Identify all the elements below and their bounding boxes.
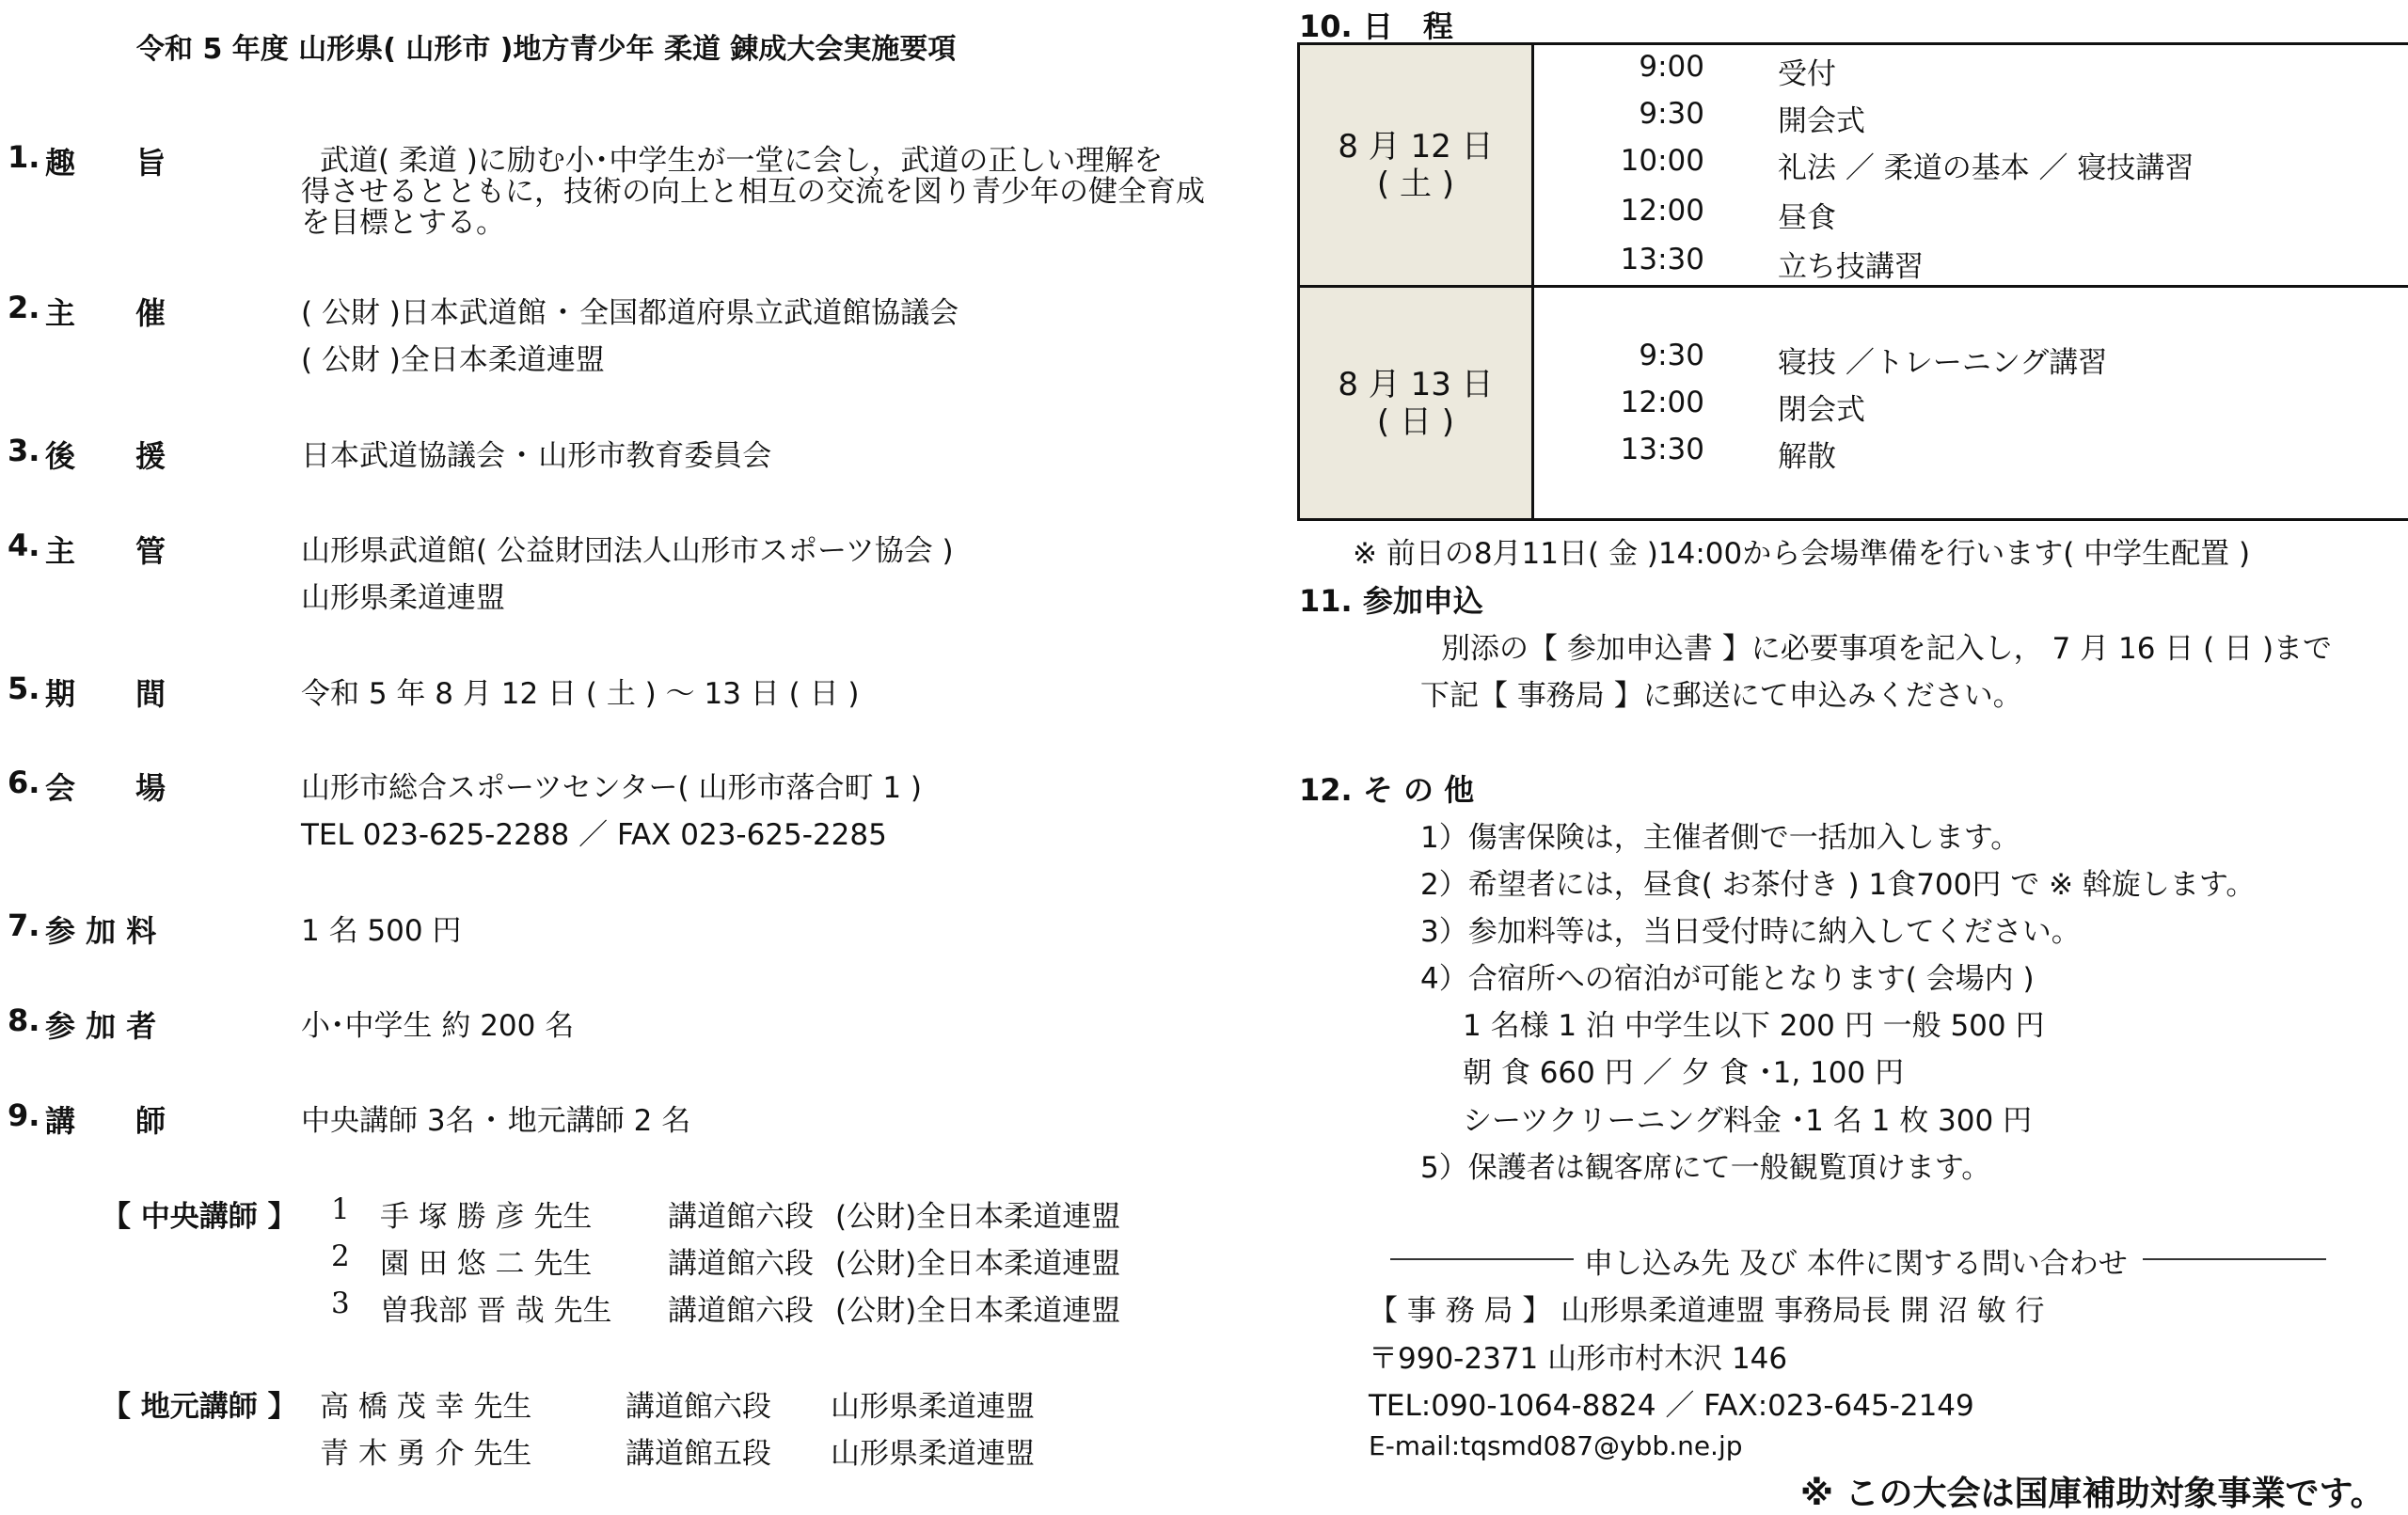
local-lecturer-2-name: 青 木 勇 介 先生 — [320, 1437, 532, 1471]
local-lecturers-heading: 【 地元講師 】 — [102, 1390, 297, 1424]
section-3-label: 後 援 — [45, 438, 166, 474]
section-2-line-2: ( 公財 )全日本柔道連盟 — [301, 343, 605, 377]
other-line-4: 4）合宿所への宿泊が可能となります( 会場内 ) — [1420, 962, 2035, 996]
central-lecturer-3-org: (公財)全日本柔道連盟 — [835, 1294, 1121, 1328]
section-1-number: 1. — [8, 139, 40, 175]
section-2-line-1: ( 公財 )日本武道館 ･ 全国都道府県立武道館協議会 — [301, 296, 959, 330]
section-6-number: 6. — [8, 765, 40, 800]
section-8-label: 参 加 者 — [45, 1008, 157, 1044]
application-heading: 11. 参加申込 — [1299, 583, 1483, 619]
schedule-day-1-item-5-time: 13:30 — [1620, 243, 1704, 276]
central-lecturer-3-rank: 講道館六段 — [668, 1294, 814, 1328]
central-lecturer-1-name: 手 塚 勝 彦 先生 — [380, 1200, 593, 1234]
other-line-2: 2）希望者には，昼食( お茶付き ) 1食700円 で ※ 斡旋します。 — [1420, 868, 2256, 902]
section-1-label: 趣 旨 — [45, 145, 166, 181]
section-4-line-2: 山形県柔道連盟 — [301, 581, 505, 615]
central-lecturer-1-no: 1 — [331, 1192, 350, 1226]
other-line-3: 3）参加料等は，当日受付時に納入してください。 — [1420, 915, 2081, 949]
contact-office: 【 事 務 局 】 山形県柔道連盟 事務局長 開 沼 敏 行 — [1369, 1294, 2045, 1328]
central-lecturer-3-name: 曽我部 晋 哉 先生 — [380, 1294, 612, 1328]
schedule-day-1-item-2-event: 開会式 — [1778, 104, 1865, 138]
schedule-day-1-item-3-event: 礼法 ／ 柔道の基本 ／ 寝技講習 — [1778, 151, 2194, 185]
section-9-line-1: 中央講師 3名 ･ 地元講師 2 名 — [301, 1104, 691, 1138]
section-5-line-1: 令和 5 年 8 月 12 日 ( 土 ) ～ 13 日 ( 日 ) — [301, 677, 860, 711]
central-lecturer-1-rank: 講道館六段 — [668, 1200, 814, 1234]
schedule-day-1-item-1-event: 受付 — [1778, 57, 1836, 91]
section-6-line-2: TEL 023-625-2288 ／ FAX 023-625-2285 — [301, 818, 887, 852]
section-5-number: 5. — [8, 671, 40, 706]
contact-email: E-mail:tqsmd087@ybb.ne.jp — [1369, 1430, 1743, 1461]
central-lecturer-2-org: (公財)全日本柔道連盟 — [835, 1247, 1121, 1281]
schedule-day-1-item-1-time: 9:00 — [1639, 50, 1704, 84]
schedule-day-2-item-1-event: 寝技 ／トレーニング講習 — [1778, 346, 2108, 380]
schedule-day-1-item-2-time: 9:30 — [1639, 97, 1704, 131]
section-6-line-1: 山形市総合スポーツセンター( 山形市落合町 1 ) — [301, 771, 922, 805]
section-7-line-1: 1 名 500 円 — [301, 914, 462, 948]
section-2-number: 2. — [8, 290, 40, 325]
local-lecturer-1-rank: 講道館六段 — [626, 1390, 771, 1424]
section-9-number: 9. — [8, 1097, 40, 1133]
schedule-day-1-date: 8 月 12 日 — [1338, 127, 1494, 166]
schedule-day-2-item-3-event: 解散 — [1778, 440, 1836, 474]
schedule-day-2-item-1-time: 9:30 — [1639, 339, 1704, 372]
local-lecturer-2-rank: 講道館五段 — [626, 1437, 771, 1471]
section-2-label: 主 催 — [45, 295, 166, 331]
section-7-number: 7. — [8, 907, 40, 943]
contact-tel: TEL:090-1064-8824 ／ FAX:023-645-2149 — [1369, 1389, 1974, 1423]
central-lecturer-3-no: 3 — [331, 1286, 350, 1320]
local-lecturer-1-name: 高 橋 茂 幸 先生 — [320, 1390, 532, 1424]
schedule-day-2-date: 8 月 13 日 — [1338, 365, 1494, 403]
other-line-5: 1 名様 1 泊 中学生以下 200 円 一般 500 円 — [1463, 1009, 2045, 1043]
other-line-8: 5）保護者は観客席にて一般観覧頂けます。 — [1420, 1151, 1991, 1185]
central-lecturer-1-org: (公財)全日本柔道連盟 — [835, 1200, 1121, 1234]
contact-rule-left — [1390, 1258, 1574, 1260]
schedule-day-2-item-3-time: 13:30 — [1620, 433, 1704, 466]
contact-rule-right — [2143, 1258, 2326, 1260]
central-lecturer-2-rank: 講道館六段 — [668, 1247, 814, 1281]
schedule-day-2-dow: ( 日 ) — [1376, 402, 1455, 441]
central-lecturer-2-name: 園 田 悠 二 先生 — [380, 1247, 593, 1281]
schedule-day-1-item-5-event: 立ち技講習 — [1778, 250, 1924, 284]
schedule-day-2-item-2-time: 12:00 — [1620, 386, 1704, 419]
section-6-label: 会 場 — [45, 770, 166, 806]
local-lecturer-1-org: 山形県柔道連盟 — [831, 1390, 1035, 1424]
section-9-label: 講 師 — [45, 1103, 166, 1139]
schedule-day-2-date-cell — [1300, 288, 1534, 518]
section-1-line-3: を目標とする。 — [301, 206, 505, 240]
contact-postal: 〒990-2371 山形市村木沢 146 — [1369, 1342, 1788, 1376]
schedule-day-1-date-cell — [1300, 45, 1534, 285]
contact-heading: 申し込み先 及び 本件に関する問い合わせ — [1584, 1247, 2128, 1281]
central-lecturers-heading: 【 中央講師 】 — [102, 1200, 297, 1234]
schedule-day-1-item-3-time: 10:00 — [1620, 144, 1704, 178]
central-lecturer-2-no: 2 — [331, 1239, 350, 1273]
section-8-line-1: 小･中学生 約 200 名 — [301, 1009, 575, 1043]
section-7-label: 参 加 料 — [45, 913, 157, 949]
section-4-label: 主 管 — [45, 533, 166, 569]
section-8-number: 8. — [8, 1002, 40, 1038]
application-line-2: 下記【 事務局 】に郵送にて申込みください。 — [1420, 679, 2022, 713]
other-line-1: 1）傷害保険は，主催者側で一括加入します。 — [1420, 821, 2020, 855]
section-5-label: 期 間 — [45, 676, 166, 712]
closing-note: ※ この大会は国庫補助対象事業です。 — [1800, 1475, 2384, 1513]
section-1-line-1: 武道( 柔道 )に励む小･中学生が一堂に会し，武道の正しい理解を — [320, 144, 1164, 178]
schedule-heading: 10. 日 程 — [1299, 8, 1453, 44]
schedule-day-1-item-4-time: 12:00 — [1620, 194, 1704, 228]
section-3-number: 3. — [8, 433, 40, 468]
schedule-table — [1297, 42, 2408, 521]
schedule-day-2-item-2-event: 閉会式 — [1778, 393, 1865, 427]
application-line-1: 別添の【 参加申込書 】に必要事項を記入し， 7 月 16 日 ( 日 )まで — [1441, 632, 2333, 666]
section-4-line-1: 山形県武道館( 公益財団法人山形市スポーツ協会 ) — [301, 534, 954, 568]
schedule-day-1-dow: ( 土 ) — [1376, 165, 1455, 203]
other-line-7: シーツクリーニング料金 ･1 名 1 枚 300 円 — [1463, 1104, 2033, 1138]
section-3-line-1: 日本武道協議会 ･ 山形市教育委員会 — [301, 439, 772, 473]
schedule-day-1-item-4-event: 昼食 — [1778, 201, 1836, 235]
schedule-note: ※ 前日の8月11日( 金 )14:00から会場準備を行います( 中学生配置 ) — [1353, 537, 2251, 571]
other-line-6: 朝 食 660 円 ／ 夕 食 ･1, 100 円 — [1463, 1056, 1905, 1090]
local-lecturer-2-org: 山形県柔道連盟 — [831, 1437, 1035, 1471]
other-heading: 12. そ の 他 — [1299, 772, 1475, 808]
document-title: 令和 5 年度 山形県( 山形市 )地方青少年 柔道 錬成大会実施要項 — [136, 33, 957, 66]
section-4-number: 4. — [8, 528, 40, 563]
section-1-line-2: 得させるとともに，技術の向上と相互の交流を図り青少年の健全育成 — [301, 175, 1205, 209]
